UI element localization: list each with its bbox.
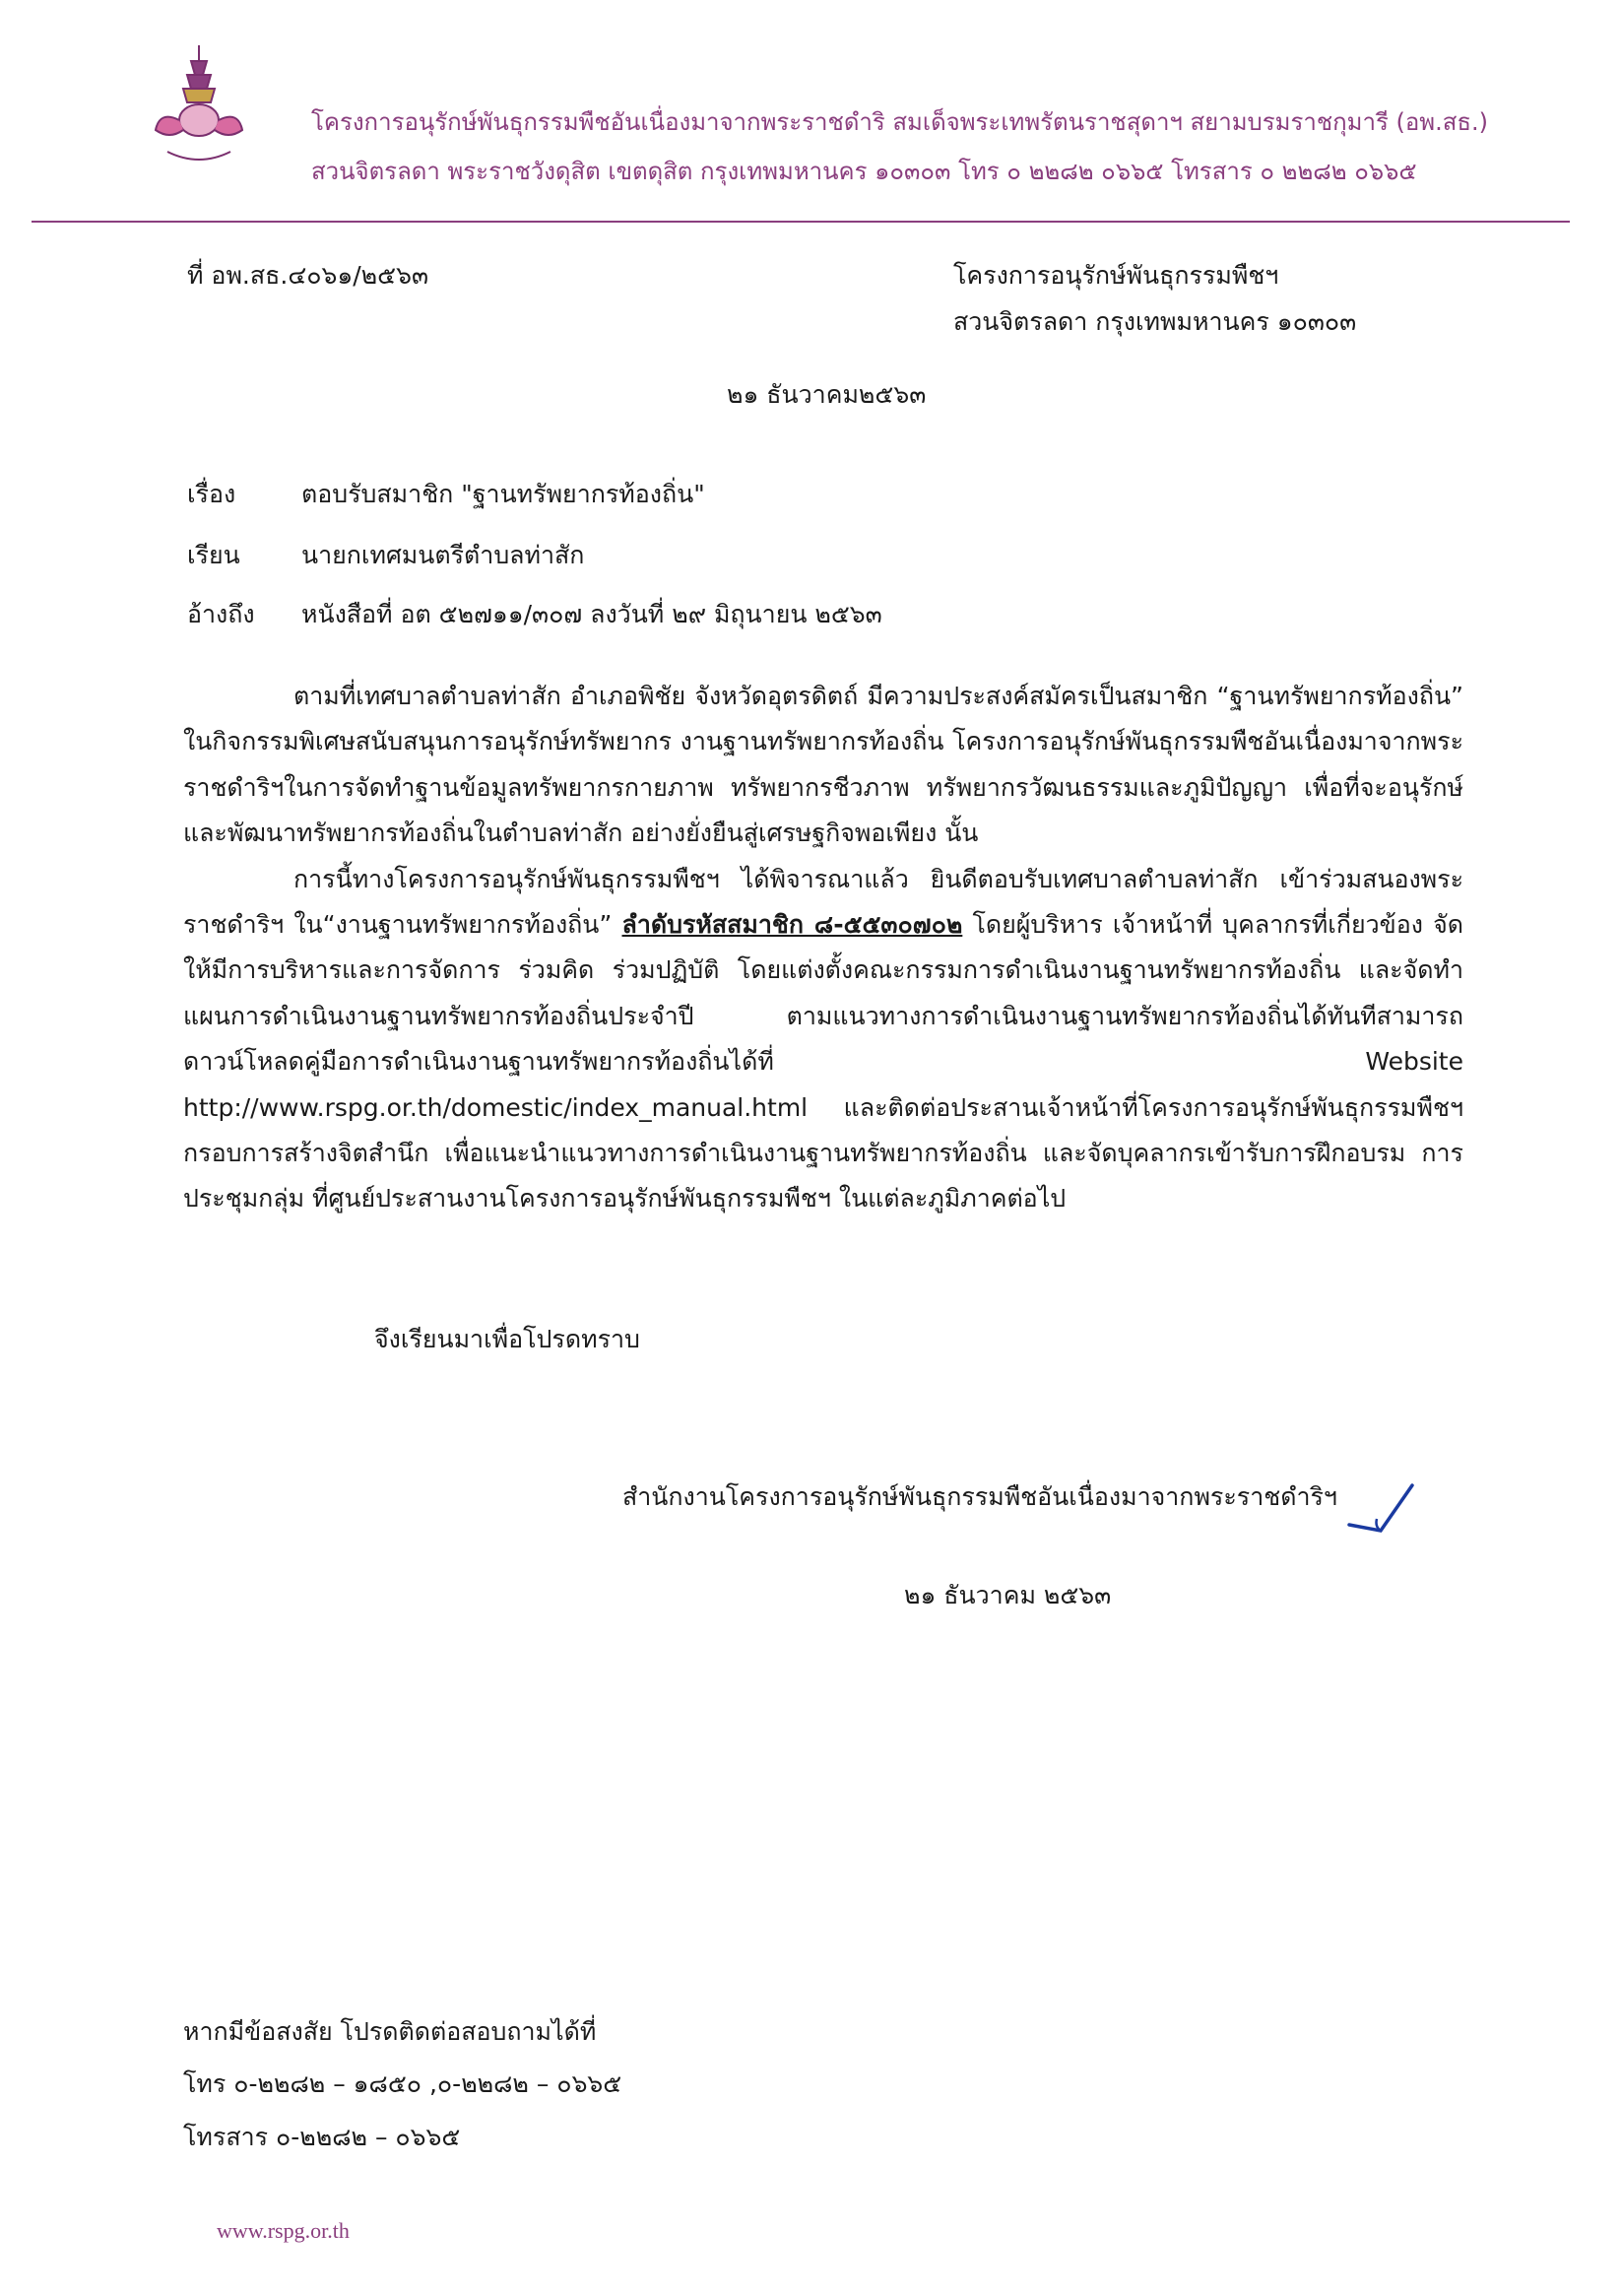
rspg-emblem-icon <box>146 41 252 169</box>
letter-body <box>183 674 1463 1222</box>
reference-text: หนังสือที่ อต ๕๒๗๑๑/๓๐๗ ลงวันที่ ๒๙ มิถุนายน ๒๕๖๓ <box>301 600 882 628</box>
header-divider <box>32 221 1570 223</box>
signature-date: ๒๑ ธันวาคม ๒๕๖๓ <box>904 1581 1112 1609</box>
paragraph-2-intro: การนี้ทางโครงการอนุรักษ์พันธุกรรมพืชฯ ได้พิจารณาแล้ว ยินดีตอบรับเทศบาลตำบลท่าสัก เข้าร่วมสนองพระราชดำริฯ ใน“งานฐานทรัพยากรท้องถิ่น” <box>183 864 1463 940</box>
website-link[interactable]: www.rspg.or.th <box>217 2218 350 2243</box>
recipient-label: เรียน <box>187 541 240 569</box>
sender-address-line-2: สวนจิตรลดา กรุงเทพมหานคร ๑๐๓๐๓ <box>953 307 1357 336</box>
body-paragraph-1: ตามที่เทศบาลตำบลท่าสัก อำเภอพิชัย จังหวัดอุตรดิตถ์ มีความประสงค์สมัครเป็นสมาชิก “ฐานทรัพยากรท้องถิ่น” ในกิจกรรมพิเศษสนับสนุนการอนุรักษ์ทรัพยากร งานฐานทรัพยากรท้องถิ่น โครงการอนุรักษ์พันธุกรรมพืชอันเนื่องมาจากพระราชดำริฯในการจัดทำฐานข้อมูลทรัพยากรกายภาพ ทรัพยากรชีวภาพ ทรัพยากรวัฒนธรรมและภูมิปัญญา เพื่อที่จะอนุรักษ์และพัฒนาทรัพยากรท้องถิ่นในตำบลท่าสัก อย่างยั่งยืนสู่เศรษฐกิจพอเพียง นั้น <box>183 682 1463 848</box>
contact-phone: โทร ๐-๒๒๘๒ – ๑๘๕๐ ,๐-๒๒๘๒ – ๐๖๖๕ <box>183 2069 622 2098</box>
reference-label: อ้างถึง <box>187 600 255 628</box>
reference-number: ที่ อพ.สธ.๔๐๖๑/๒๕๖๓ <box>187 261 429 290</box>
letter-date: ๒๑ ธันวาคม๒๕๖๓ <box>727 380 927 409</box>
subject-label: เรื่อง <box>187 480 236 508</box>
paragraph-2-details: โดยผู้บริหาร เจ้าหน้าที่ บุคลากรที่เกี่ยวข้อง จัดให้มีการบริหารและการจัดการ ร่วมคิด ร่วมปฏิบัติ โดยแต่งตั้งคณะกรรมการดำเนินงานฐานทรัพยากรท้องถิ่น และจัดทำแผนการดำเนินงานฐานทรัพยากรท้องถิ่นประจำปี ตามแนวทางการดำเนินงานฐานทรัพยากรท้องถิ่นได้ทันทีสามารถดาวน์โหลดคู่มือการดำเนินงานฐานทรัพยากรท้องถิ่นได้ที่ Website http://www.rspg.or.th/domestic/index_manual.html และติดต่อประสานเจ้าหน้าที่โครงการอนุรักษ์พันธุกรรมพืชฯ กรอบการสร้างจิตสำนึก เพื่อแนะนำแนวทางการดำเนินงานฐานทรัพยากรท้องถิ่น และจัดบุคลากรเข้ารับการฝึกอบรม การประชุมกลุ่ม ที่ศูนย์ประสานงานโครงการอนุรักษ์พันธุกรรมพืชฯ ในแต่ละภูมิภาคต่อไป <box>183 910 1463 1214</box>
org-address-line: สวนจิตรลดา พระราชวังดุสิต เขตดุสิต กรุงเทพมหานคร ๑๐๓๐๓ โทร ๐ ๒๒๘๒ ๐๖๖๕ โทรสาร ๐ ๒๒๘๒ ๐๖๖๕ <box>311 158 1417 185</box>
closing-line: จึงเรียนมาเพื่อโปรดทราบ <box>374 1325 640 1353</box>
org-name-line: โครงการอนุรักษ์พันธุกรรมพืชอันเนื่องมาจากพระราชดำริ สมเด็จพระเทพรัตนราชสุดาฯ สยามบรมราชกุมารี (อพ.สธ.) <box>311 108 1488 136</box>
sender-address-line-1: โครงการอนุรักษ์พันธุกรรมพืชฯ <box>953 261 1279 290</box>
sender-office: สำนักงานโครงการอนุรักษ์พันธุกรรมพืชอันเนื่องมาจากพระราชดำริฯ <box>622 1482 1337 1511</box>
subject-text: ตอบรับสมาชิก "ฐานทรัพยากรท้องถิ่น" <box>301 480 705 508</box>
recipient-text: นายกเทศมนตรีตำบลท่าสัก <box>301 541 585 569</box>
contact-inquiry: หากมีข้อสงสัย โปรดติดต่อสอบถามได้ที่ <box>183 2017 597 2046</box>
member-code: ลำดับรหัสสมาชิก ๘-๕๕๓๐๗๐๒ <box>621 910 963 940</box>
contact-fax: โทรสาร ๐-๒๒๘๒ – ๐๖๖๕ <box>183 2123 461 2151</box>
signature-icon <box>1341 1479 1420 1548</box>
body-paragraph-2 <box>183 857 1463 1222</box>
